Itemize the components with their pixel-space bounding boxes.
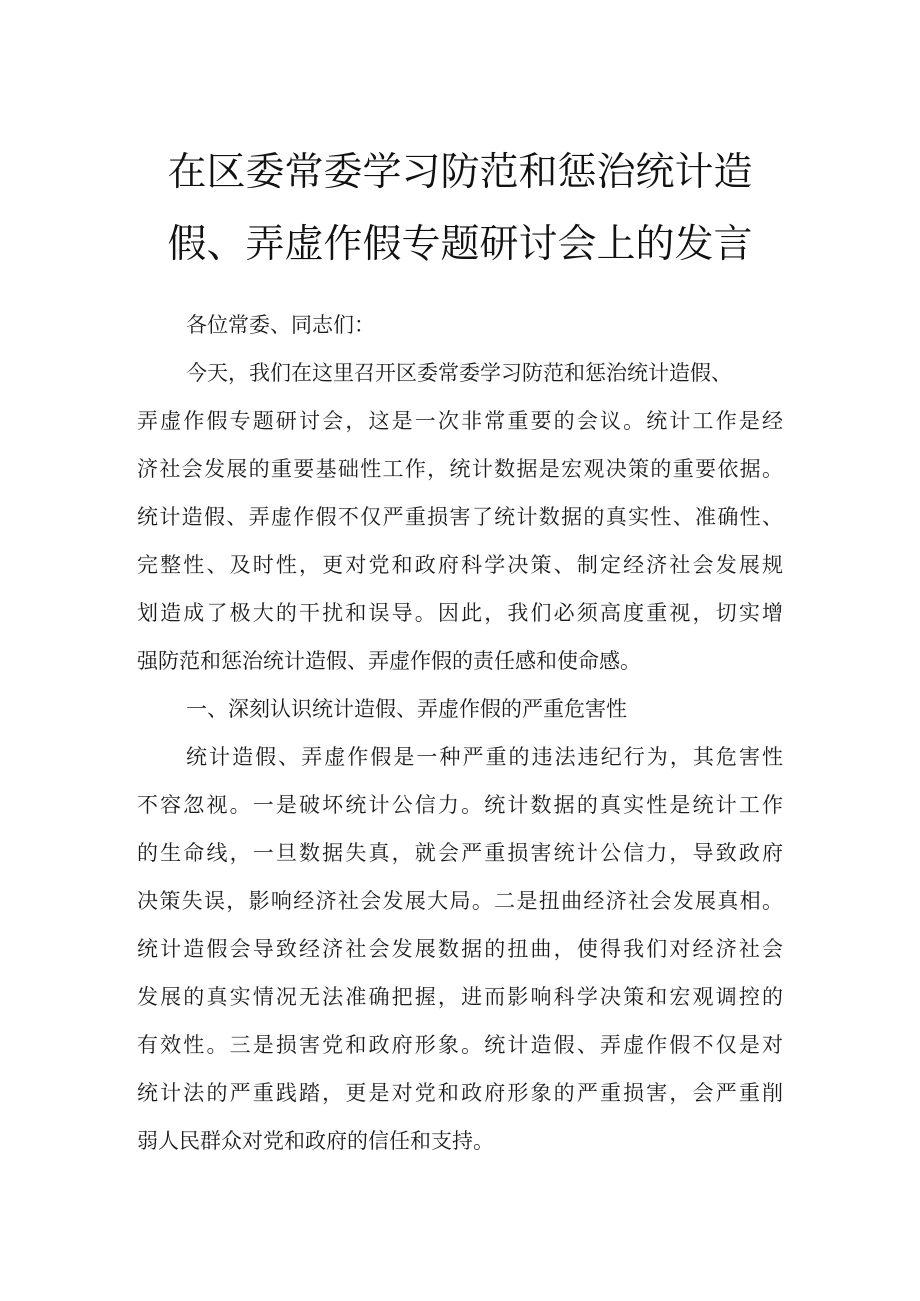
paragraph-2-line: 有效性。三是损害党和政府形象。统计造假、弄虚作假不仅是对 (137, 1033, 783, 1057)
paragraph-1-line: 完整性、及时性，更对党和政府科学决策、制定经济社会发展规 (137, 553, 783, 577)
paragraph-2-line: 决策失误，影响经济社会发展大局。二是扭曲经济社会发展真相。 (137, 889, 783, 913)
paragraph-2-line: 不容忽视。一是破坏统计公信力。统计数据的真实性是统计工作 (137, 793, 783, 817)
document-title-line-2: 假、弄虚作假专题研讨会上的发言 (167, 222, 753, 267)
paragraph-2-line: 统计造假、弄虚作假是一种严重的违法违纪行为，其危害性 (186, 745, 783, 769)
paragraph-1-line: 统计造假、弄虚作假不仅严重损害了统计数据的真实性、准确性、 (137, 505, 783, 529)
paragraph-2-line: 弱人民群众对党和政府的信任和支持。 (137, 1129, 494, 1153)
document-title-line-1: 在区委常委学习防范和惩治统计造 (167, 150, 753, 195)
paragraph-1-line: 划造成了极大的干扰和误导。因此，我们必须高度重视，切实增 (137, 601, 783, 625)
paragraph-1-line: 强防范和惩治统计造假、弄虚作假的责任感和使命感。 (137, 649, 641, 673)
section-heading-1: 一、深刻认识统计造假、弄虚作假的严重危害性 (186, 697, 627, 721)
paragraph-1-line: 济社会发展的重要基础性工作，统计数据是宏观决策的重要依据。 (137, 457, 783, 481)
paragraph-2-line: 的生命线，一旦数据失真，就会严重损害统计公信力，导致政府 (137, 841, 783, 865)
paragraph-2-line: 统计法的严重践踏，更是对党和政府形象的严重损害，会严重削 (137, 1081, 783, 1105)
paragraph-2-line: 统计造假会导致经济社会发展数据的扭曲，使得我们对经济社会 (137, 937, 783, 961)
greeting: 各位常委、同志们： (186, 313, 375, 337)
paragraph-2-line: 发展的真实情况无法准确把握，进而影响科学决策和宏观调控的 (137, 985, 783, 1009)
paragraph-1-line: 今天，我们在这里召开区委常委学习防范和惩治统计造假、 (186, 361, 732, 385)
paragraph-1-line: 弄虚作假专题研讨会，这是一次非常重要的会议。统计工作是经 (137, 409, 783, 433)
